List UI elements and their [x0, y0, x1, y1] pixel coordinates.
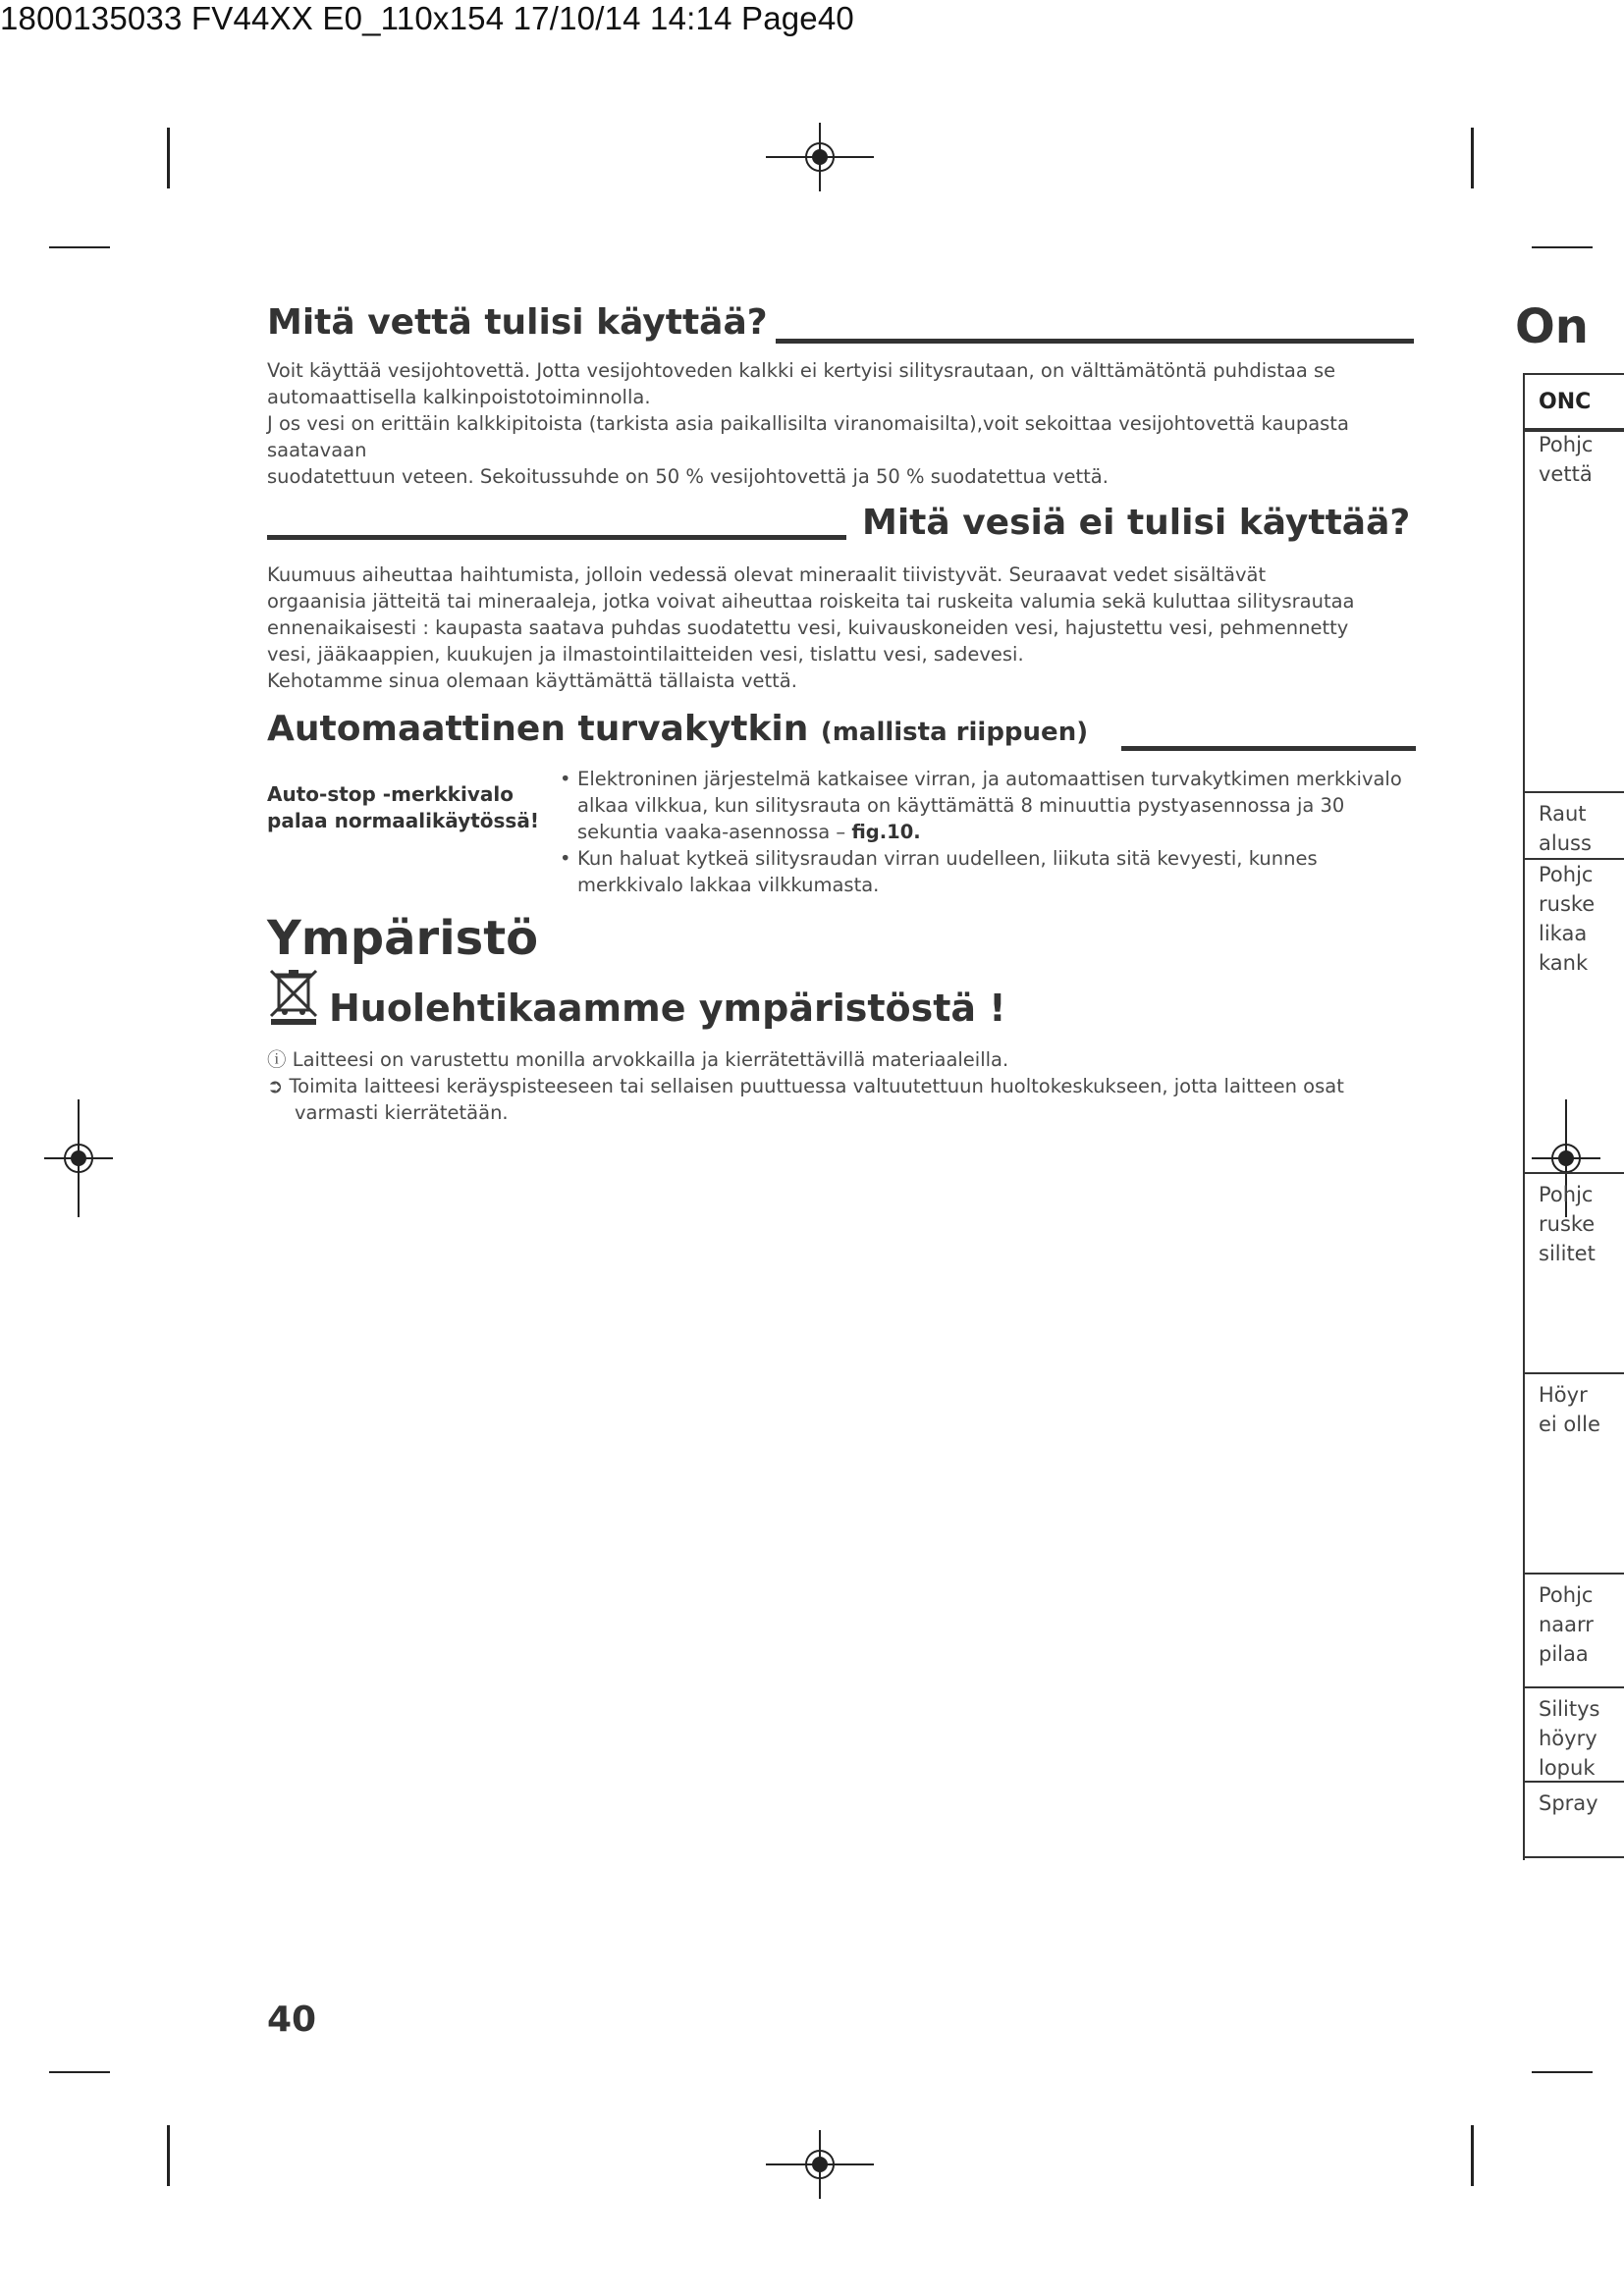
table-cell: lopuk: [1539, 1756, 1596, 1780]
crop-mark-bottom-right-vertical: [1471, 2125, 1474, 2186]
fig-reference: fig.10.: [851, 821, 921, 843]
table-row: [1525, 1372, 1624, 1573]
section-nowater-text: [267, 561, 1416, 694]
registration-mark-bottom-icon: [766, 2130, 874, 2199]
text-line: merkkivalo lakkaa vilkkumasta.: [577, 874, 880, 896]
table-row: [1525, 1781, 1624, 1858]
registration-mark-top-icon: [766, 123, 874, 191]
info-icon: ⓘ: [267, 1048, 287, 1071]
table-row: [1525, 1686, 1624, 1781]
table-row: [1525, 428, 1624, 791]
bullet-item: [560, 845, 1443, 898]
bullet-item: [560, 766, 1443, 845]
text-line: vesi, jääkaappien, kuukujen ja ilmastointilaitteiden vesi, tislattu vesi, sadevesi.: [267, 643, 1024, 666]
text-line: alkaa vilkkua, kun silitysrauta on käyttämättä 8 minuuttia pystyasennossa ja 30: [577, 794, 1345, 817]
section-autostop-title-main: Automaattinen turvakytkin: [267, 709, 809, 749]
text-line: Kehotamme sinua olemaan käyttämättä tällaista vettä.: [267, 669, 797, 692]
table-cell: Pohjc: [1539, 1183, 1594, 1206]
weee-bin-icon: [267, 967, 320, 1026]
table-cell: Pohjc: [1539, 863, 1594, 886]
crop-mark-top-right: [1532, 246, 1593, 248]
section-environment-title: Ympäristö: [267, 911, 539, 966]
section-water-rule: [776, 339, 1414, 344]
print-slug: 1800135033 FV44XX E0_110x154 17/10/14 14:14 Page40: [0, 0, 854, 36]
section-autostop-rule: [1121, 746, 1416, 751]
section-environment-subtitle: Huolehtikaamme ympäristöstä !: [329, 987, 1006, 1030]
table-row: [1525, 1573, 1624, 1686]
section-autostop-title: [267, 709, 1088, 749]
crop-mark-top-left: [49, 246, 110, 248]
table-cell: likaa: [1539, 922, 1588, 945]
text-line: Kuumuus aiheuttaa haihtumista, jolloin vedessä olevat mineraalit tiivistyvät. Seuraavat vedet sisältävät: [267, 563, 1267, 586]
table-cell: Pohjc: [1539, 433, 1594, 456]
table-row: [1525, 791, 1624, 858]
crop-mark-right-top-vertical: [1471, 128, 1474, 188]
table-cell: vettä: [1539, 462, 1593, 486]
text-line: J os vesi on erittäin kalkkipitoista (tarkista asia paikallisilta viranomaisilta),voit sekoittaa vesijohtovettä kaupasta: [267, 412, 1349, 435]
registration-mark-left-icon: [44, 1099, 113, 1217]
crop-mark-bottom-left: [49, 2071, 110, 2073]
section-autostop-title-suffix: (mallista riippuen): [820, 718, 1089, 747]
action-line-continued: varmasti kierrätetään.: [295, 1101, 509, 1124]
crop-mark-bottom-left-vertical: [167, 2125, 170, 2186]
text-line: Voit käyttää vesijohtovettä. Jotta vesijohtoveden kalkki ei kertyisi silitysrautaan, on välttämätöntä puhdistaa se: [267, 359, 1336, 382]
table-cell: pilaa: [1539, 1642, 1589, 1666]
crop-mark-bottom-right: [1532, 2071, 1593, 2073]
text-span: Toimita laitteesi keräyspisteeseen tai sellaisen puuttuessa valtuutettuun huoltokeskukseen, jotta laitteen osat: [289, 1075, 1344, 1097]
table-header-cell: ONC: [1525, 373, 1624, 432]
section-nowater-rule: [267, 535, 846, 540]
autostop-bullets: [560, 766, 1443, 898]
table-cell: Silitys: [1539, 1697, 1600, 1721]
table-cell: silitet: [1539, 1242, 1596, 1265]
table-cell: Raut: [1539, 802, 1587, 826]
right-page-table: [1523, 373, 1624, 1860]
action-line: [267, 1073, 1426, 1099]
text-line: orgaanisia jätteitä tai mineraaleja, jotka voivat aiheuttaa roiskeita tai ruskeita valumia sekä kuluttaa silitysrautaa: [267, 590, 1355, 613]
sidenote-line: palaa normaalikäytössä!: [267, 809, 539, 832]
text-line: saatavaan: [267, 439, 367, 461]
text-line: • Elektroninen järjestelmä katkaisee virran, ja automaattisen turvakytkimen merkkivalo: [577, 768, 1402, 790]
table-row: [1525, 1172, 1624, 1372]
page-number: 40: [267, 2000, 317, 2040]
table-cell: naarr: [1539, 1613, 1594, 1636]
table-cell: Pohjc: [1539, 1583, 1594, 1607]
table-cell: ruske: [1539, 892, 1596, 916]
right-page-title: On: [1515, 299, 1589, 354]
sidenote-line: Auto-stop -merkkivalo: [267, 782, 514, 806]
text-line: ennenaikaisesti : kaupasta saatava puhdas suodatettu vesi, kuivauskoneiden vesi, hajustettu vesi, pehmennetty: [267, 616, 1349, 639]
table-cell: aluss: [1539, 831, 1592, 855]
section-water-text: [267, 357, 1416, 490]
table-cell: höyry: [1539, 1727, 1597, 1750]
text-span: Laitteesi on varustettu monilla arvokkailla ja kierrätettävillä materiaaleilla.: [292, 1048, 1009, 1071]
section-water-title: Mitä vettä tulisi käyttää?: [267, 302, 768, 343]
text-line: suodatettuun veteen. Sekoitussuhde on 50 % vesijohtovettä ja 50 % suodatettua vettä.: [267, 465, 1109, 488]
table-cell: kank: [1539, 951, 1589, 975]
table-cell: Spray: [1539, 1791, 1598, 1815]
text-line: [577, 819, 1443, 845]
text-line: • Kun haluat kytkeä silitysraudan virran uudelleen, liikuta sitä kevyesti, kunnes: [577, 847, 1318, 870]
table-cell: Höyr: [1539, 1383, 1588, 1407]
section-nowater-title: Mitä vesiä ei tulisi käyttää?: [862, 503, 1411, 543]
arrow-right-icon: ➲: [267, 1075, 284, 1097]
crop-mark-left-top-vertical: [167, 128, 170, 188]
text-span: sekuntia vaaka-asennossa –: [577, 821, 846, 843]
autostop-sidenote: [267, 781, 562, 834]
section-environment-text: [267, 1046, 1426, 1126]
text-line: automaattisella kalkinpoistotoiminnolla.: [267, 386, 651, 408]
table-row: [1525, 858, 1624, 1172]
info-line: [267, 1046, 1426, 1073]
table-cell: ruske: [1539, 1212, 1596, 1236]
table-cell: ei olle: [1539, 1413, 1600, 1436]
